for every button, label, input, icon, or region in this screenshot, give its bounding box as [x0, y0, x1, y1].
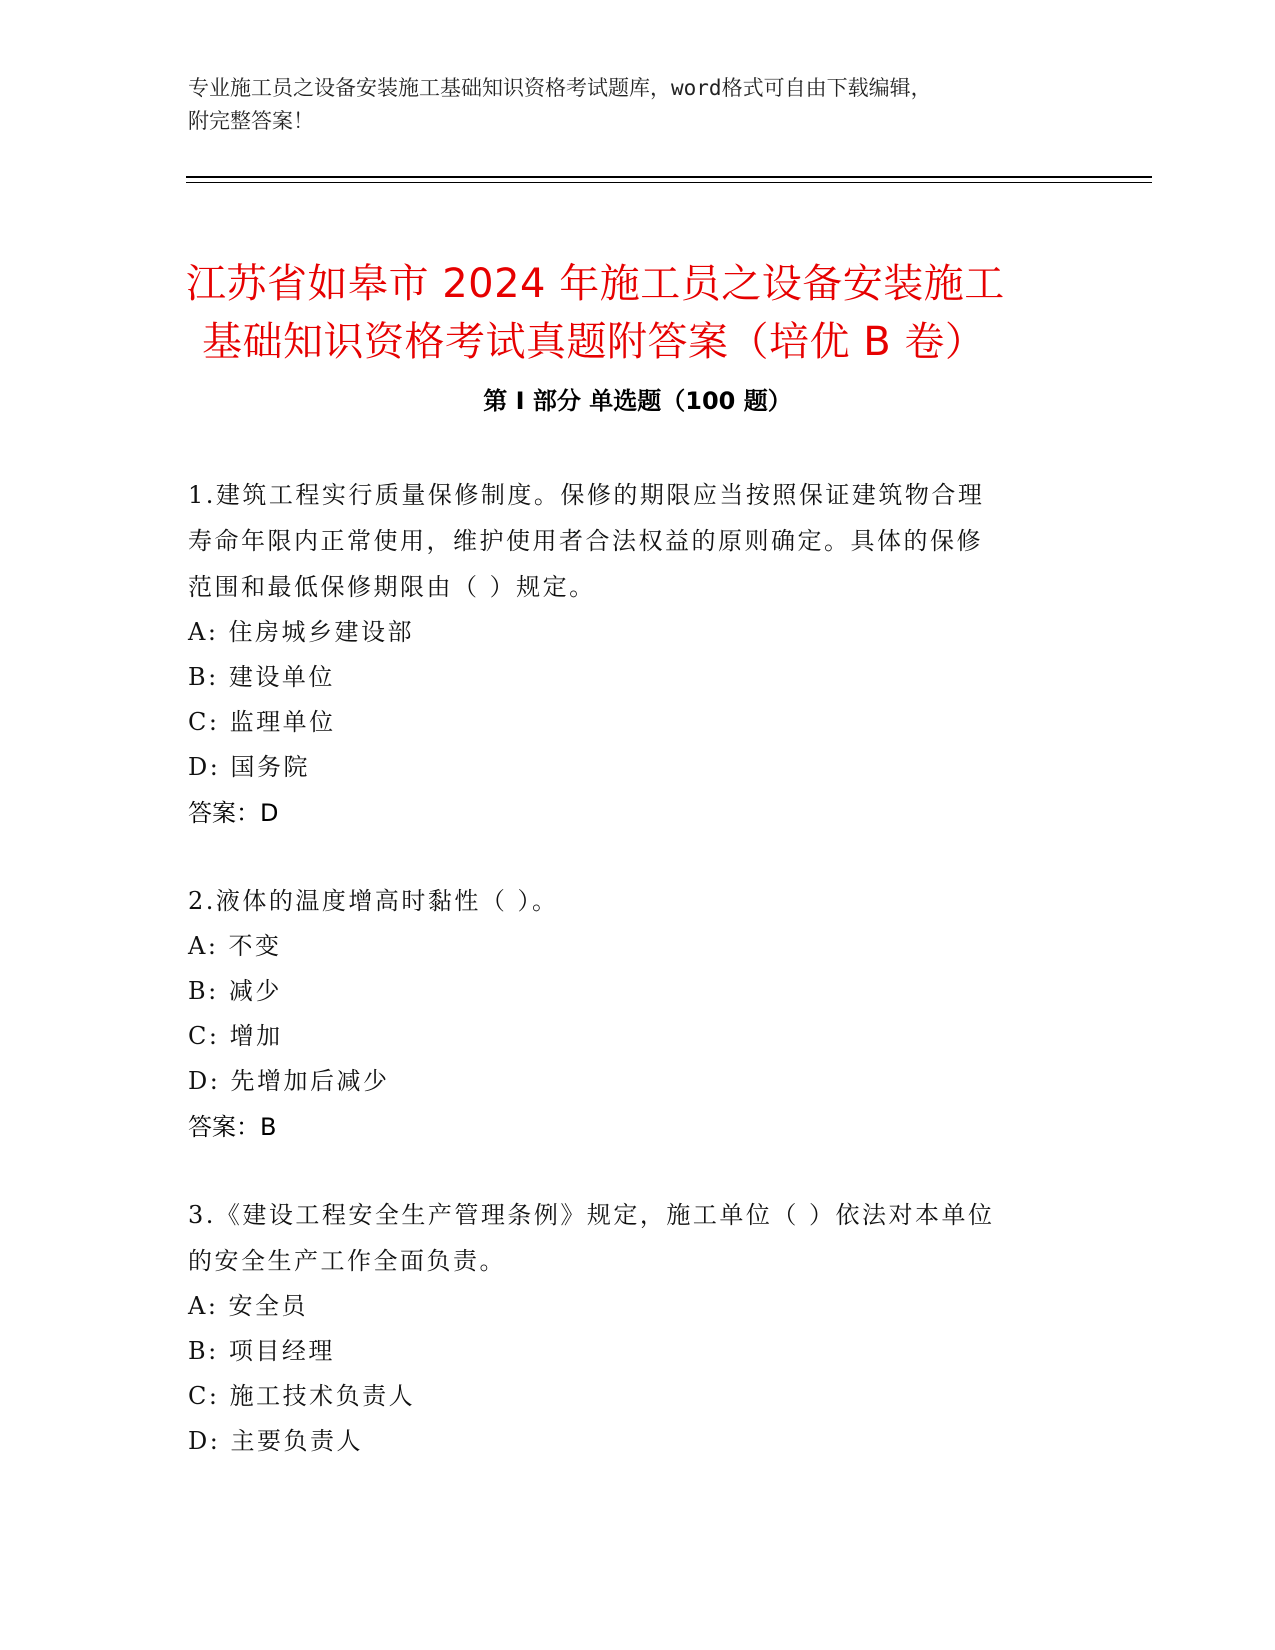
option-b: B: 项目经理 — [188, 1337, 335, 1365]
answer-line: 答案：B — [188, 1113, 277, 1141]
question-stem-line: 寿命年限内正常使用，维护使用者合法权益的原则确定。具体的保修 — [188, 527, 983, 555]
question-stem — [188, 1192, 1068, 1284]
option-a: A: 安全员 — [188, 1292, 309, 1320]
title-line: 江苏省如皋市 2024 年施工员之设备安装施工 — [186, 260, 1005, 307]
option-c: C: 增加 — [188, 1022, 283, 1050]
question-stem-line: 范围和最低保修期限由（ ）规定。 — [188, 573, 596, 601]
option-a: A: 不变 — [188, 932, 282, 960]
header-note-line: 专业施工员之设备安装施工基础知识资格考试题库，word格式可自由下载编辑， — [188, 76, 932, 100]
question-stem-line: 1.建筑工程实行质量保修制度。保修的期限应当按照保证建筑物合理 — [188, 481, 985, 509]
option-c: C: 施工技术负责人 — [188, 1382, 416, 1410]
question-item — [188, 472, 1068, 836]
title-line: 基础知识资格考试真题附答案（培优 B 卷） — [202, 318, 986, 365]
option-c: C: 监理单位 — [188, 708, 336, 736]
question-item — [188, 878, 1068, 1150]
question-stem — [188, 472, 1068, 610]
question-stem-line: 3.《建设工程安全生产管理条例》规定，施工单位（ ）依法对本单位 — [188, 1201, 995, 1229]
question-item — [188, 1192, 1068, 1464]
option-d: D: 主要负责人 — [188, 1427, 363, 1455]
question-stem — [188, 878, 1068, 924]
option-d: D: 国务院 — [188, 753, 310, 781]
header-note — [188, 72, 1068, 138]
question-stem-line: 2.液体的温度增高时黏性（ ）。 — [188, 887, 559, 915]
option-b: B: 减少 — [188, 977, 282, 1005]
document-title — [186, 255, 1126, 371]
header-divider-thick — [186, 176, 1152, 178]
header-note-line: 附完整答案！ — [188, 109, 314, 133]
option-a: A: 住房城乡建设部 — [188, 618, 415, 646]
answer-line: 答案：D — [188, 799, 279, 827]
header-divider-thin — [186, 182, 1152, 183]
question-list — [188, 472, 1068, 1464]
section-heading: 第 I 部分 单选题（100 题） — [483, 387, 792, 415]
option-b: B: 建设单位 — [188, 663, 335, 691]
question-stem-line: 的安全生产工作全面负责。 — [188, 1247, 506, 1275]
option-d: D: 先增加后减少 — [188, 1067, 390, 1095]
